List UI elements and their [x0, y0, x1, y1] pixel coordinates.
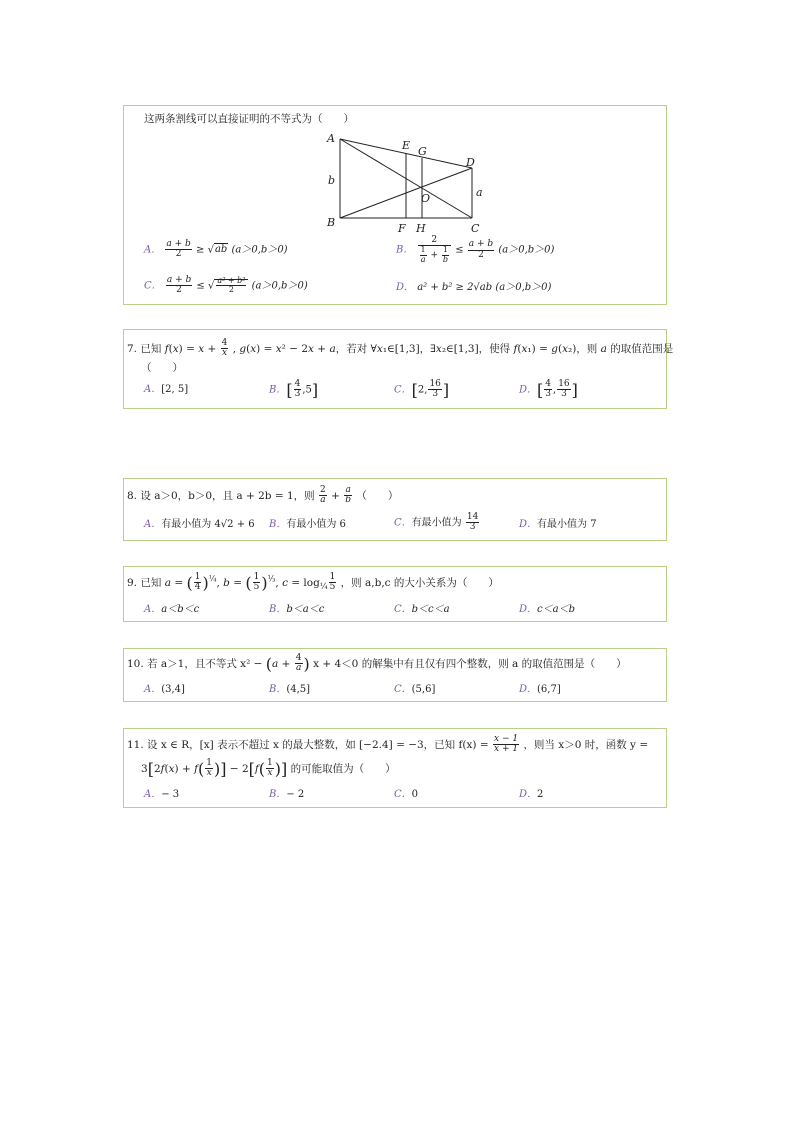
q7-stem-line2: （ ） [141, 362, 183, 374]
q8-option-c[interactable]: C．有最小值为 $\frac{14}{3}$ [394, 512, 479, 533]
q11-option-b[interactable]: B．− 2 [269, 789, 305, 800]
q10-stem: 10. 若 a＞1，且不等式 x² − (a + $\frac{4}{a}$ ) x + 4＜0 的解集中有且仅有四个整数，则 a 的取值范围是（ ） [127, 653, 627, 674]
question-11-box [123, 728, 667, 808]
label-E: E [402, 139, 411, 152]
q9-option-b[interactable]: B．b＜a＜c [269, 604, 325, 615]
q11-option-a[interactable]: A．− 3 [144, 789, 180, 800]
label-b: b [328, 174, 336, 187]
q6-option-b[interactable]: B． 2 $\frac{1}{a}$ + $\frac{1}{b}$ ≤ $\frac{a + b}{2}$ (a＞0,b＞0) [396, 235, 555, 264]
label-a: a [476, 186, 483, 199]
q9-stem: 9. 已知 a = ( $\frac{1}{4}$ )$^{\frac{1}{4}}$, b = ( $\frac{1}{5}$ )$^{\frac{1}{3}}$, $c = \log_{\frac{1}{4}}$ $\frac{1}{5}$ ，则 a,b,c 的大小关系为（ ） [127, 572, 499, 593]
label-F: F [398, 222, 406, 235]
q7-stem: 7. 已知 f(x) = x + $\frac{4}{x}$ , g(x) = x² − 2x + a，若对 ∀x₁∈[1,3]，∃x₂∈[1,3]，使得 f(x₁) = g(x₂)，则 a 的取值范围是 [127, 338, 674, 359]
q8-option-d[interactable]: D．有最小值为 7 [519, 519, 597, 530]
q11-option-c[interactable]: C．0 [394, 789, 419, 800]
question-6-box [123, 105, 667, 305]
q9-option-c[interactable]: C．b＜c＜a [394, 604, 450, 615]
q9-option-a[interactable]: A．a＜b＜c [144, 604, 200, 615]
q11-stem: 11. 设 x ∈ R，[x] 表示不超过 x 的最大整数，如 [−2.4] = −3，已知 f(x) = $\frac{x - 1}{x + 1}$ ，则当 x＞0 时，函数 y = [127, 734, 649, 755]
q10-option-c[interactable]: C．(5,6] [394, 684, 436, 695]
label-D: D [466, 156, 475, 169]
question-10-box [123, 648, 667, 702]
q7-option-d[interactable]: D．[ $\frac{4}{3}$ , $\frac{16}{3}$ ] [519, 379, 578, 400]
question-7-box [123, 329, 674, 409]
q8-option-a[interactable]: A．有最小值为 4√2 + 6 [144, 519, 255, 530]
q10-option-a[interactable]: A．(3,4] [144, 684, 185, 695]
q11-stem-line2: 3[2f(x) + f( $\frac{1}{x}$ )] − 2[f( $\frac{1}{x}$ )] 的可能取值为（ ） [141, 758, 396, 779]
q11-option-d[interactable]: D．2 [519, 789, 544, 800]
q8-stem: 8. 设 a＞0，b＞0，且 a + 2b = 1，则 $\frac{2}{a}$ + $\frac{a}{b}$ （ ） [127, 485, 399, 506]
q6-geometry-diagram [324, 130, 524, 242]
label-O: O [421, 192, 431, 205]
q10-option-d[interactable]: D．(6,7] [519, 684, 561, 695]
q6-stem: 这两条割线可以直接证明的不等式为（ ） [144, 113, 354, 125]
label-A: A [327, 132, 335, 145]
q7-option-b[interactable]: B．[ $\frac{4}{3}$ ,5] [269, 379, 319, 400]
q10-option-b[interactable]: B．(4,5] [269, 684, 311, 695]
q6-option-c[interactable]: C． $\frac{a + b}{2}$ ≤ √ $\frac{\text{a² + b²}}{2}$ (a＞0,b＞0) [144, 275, 308, 296]
q8-option-b[interactable]: B．有最小值为 6 [269, 519, 346, 530]
label-C: C [471, 222, 480, 235]
q9-option-d[interactable]: D．c＜a＜b [519, 604, 575, 615]
q6-option-a[interactable]: A． $\frac{a + b}{2}$ ≥ √ab (a＞0,b＞0) [144, 239, 288, 260]
question-8-box [123, 478, 667, 541]
q7-option-c[interactable]: C．[2, $\frac{16}{3}$ ] [394, 379, 450, 400]
label-B: B [327, 216, 336, 229]
question-9-box [123, 566, 667, 622]
label-G: G [418, 145, 427, 158]
q7-option-a[interactable]: A．[2, 5] [144, 384, 189, 395]
label-H: H [416, 222, 426, 235]
q6-option-d[interactable]: D． a² + b² ≥ 2√ab (a＞0,b＞0) [396, 282, 552, 293]
